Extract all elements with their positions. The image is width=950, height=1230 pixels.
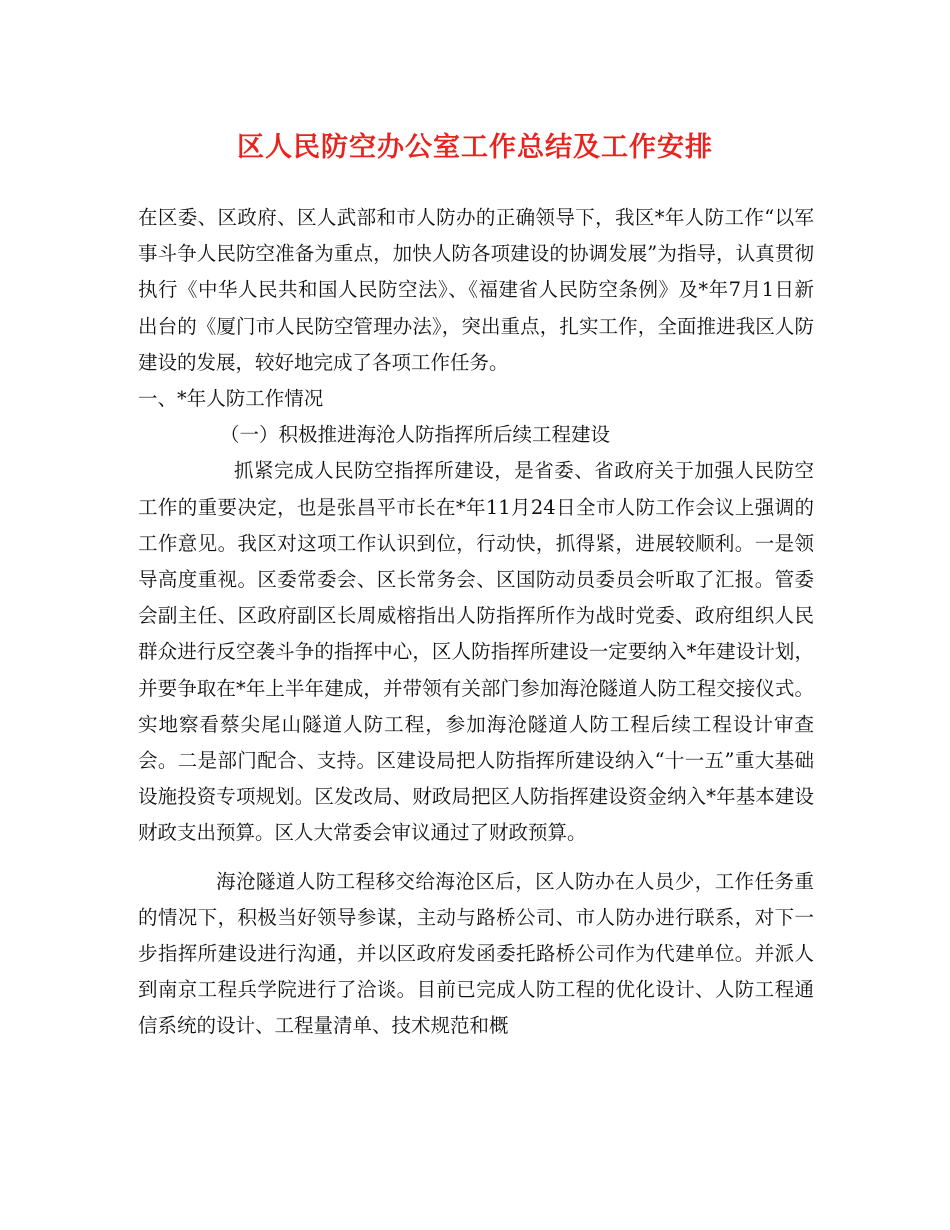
subsection-heading: （一）积极推进海沧人防指挥所后续工程建设 [220, 423, 611, 447]
document-title: 区人民防空办公室工作总结及工作安排 [237, 132, 713, 163]
body-paragraph-1: 抓紧完成人民防空指挥所建设，是省委、省政府关于加强人民防空工作的重要决定，也是张昌平市长在*年11月24日全市人防工作会议上强调的工作意见。我区对这项工作认识到位，行动快，抓得紧，进展较顺利。一是领导高度重视。区委常委会、区长常务会、区国防动员委员会听取了汇报。管委会副主任、区政府副区长周威榕指出人防指挥所作为战时党委、政府组织人民群众进行反空袭斗争的指挥中心，区人防指挥所建设一定要纳入*年建设计划，并要争取在*年上半年建成，并带领有关部门参加海沧隧道人防工程交接仪式。实地察看蔡尖尾山隧道人防工程，参加海沧隧道人防工程后续工程设计审查会。二是部门配合、支持。区建设局把人防指挥所建设纳入“十一五”重大基础设施投资专项规划。区发改局、财政局把区人防指挥建设资金纳入*年基本建设财政支出预算。区人大常委会审议通过了财政预算。 [138, 459, 814, 845]
intro-paragraph: 在区委、区政府、区人武部和市人防办的正确领导下，我区*年人防工作“以军事斗争人民防空准备为重点，加快人防各项建设的协调发展”为指导，认真贯彻执行《中华人民共和国人民防空法》、《福建省人民防空条例》及*年7月1日新出台的《厦门市人民防空管理办法》，突出重点，扎实工作，全面推进我区人防建设的发展，较好地完成了各项工作任务。 [138, 206, 814, 374]
section-heading: 一、*年人防工作情况 [138, 387, 324, 411]
paragraph-gap [138, 852, 814, 864]
document-body [138, 200, 814, 1045]
body-paragraph-2: 海沧隧道人防工程移交给海沧区后，区人防办在人员少，工作任务重的情况下，积极当好领导参谋，主动与路桥公司、市人防办进行联系，对下一步指挥所建设进行沟通，并以区政府发函委托路桥公司作为代建单位。并派人到南京工程兵学院进行了洽谈。目前已完成人防工程的优化设计、人防工程通信系统的设计、工程量清单、技术规范和概 [138, 869, 814, 1038]
